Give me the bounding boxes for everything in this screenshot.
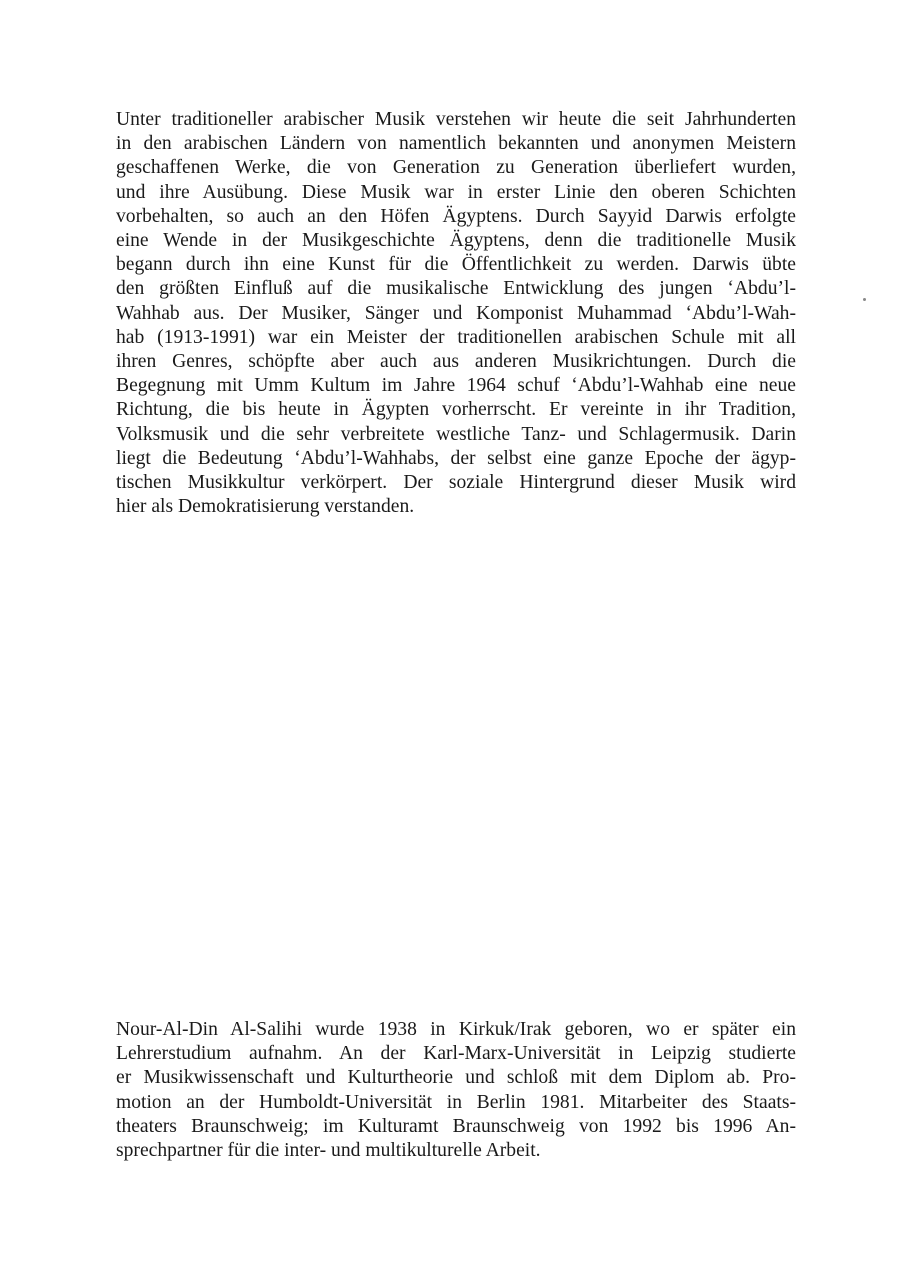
text-line: hab (1913-1991) war ein Meister der traditionellen arabischen Schule mit all <box>116 326 796 348</box>
main-text-paragraph <box>116 108 796 519</box>
text-line: den größten Einfluß auf die musikalische Entwicklung des jungen ‘Abdu’l- <box>116 278 796 300</box>
text-line: motion an der Humboldt-Universität in Berlin 1981. Mitarbeiter des Staats- <box>116 1091 796 1113</box>
author-bio-paragraph <box>116 1018 796 1163</box>
scan-speck <box>863 298 866 301</box>
text-line: liegt die Bedeutung ‘Abdu’l-Wahhabs, der selbst eine ganze Epoche der ägyp- <box>116 447 796 469</box>
text-line: Unter traditioneller arabischer Musik verstehen wir heute die seit Jahrhunderten <box>116 109 796 130</box>
text-line: Nour-Al-Din Al-Salihi wurde 1938 in Kirkuk/Irak geboren, wo er später ein <box>116 1019 796 1040</box>
text-line: in den arabischen Ländern von namentlich bekannten und anonymen Meistern <box>116 133 796 155</box>
text-line: geschaffenen Werke, die von Generation zu Generation überliefert wurden, <box>116 157 796 179</box>
text-line: Volksmusik und die sehr verbreitete westliche Tanz- und Schlagermusik. Darin <box>116 423 796 445</box>
text-line: er Musikwissenschaft und Kulturtheorie und schloß mit dem Diplom ab. Pro- <box>116 1067 796 1089</box>
text-line: tischen Musikkultur verkörpert. Der soziale Hintergrund dieser Musik wird <box>116 472 796 494</box>
text-line: und ihre Ausübung. Diese Musik war in erster Linie den oberen Schichten <box>116 181 796 203</box>
text-line: theaters Braunschweig; im Kulturamt Braunschweig von 1992 bis 1996 An- <box>116 1115 796 1137</box>
text-line: Wahhab aus. Der Musiker, Sänger und Komponist Muhammad ‘Abdu’l-Wah- <box>116 302 796 324</box>
text-line: Begegnung mit Umm Kultum im Jahre 1964 schuf ‘Abdu’l-Wahhab eine neue <box>116 375 796 397</box>
text-line: hier als Demokratisierung verstanden. <box>116 496 415 518</box>
text-line: Lehrerstudium aufnahm. An der Karl-Marx-Universität in Leipzig studierte <box>116 1043 796 1065</box>
text-line: ihren Genres, schöpfte aber auch aus anderen Musikrichtungen. Durch die <box>116 351 796 373</box>
text-line: Richtung, die bis heute in Ägypten vorherrscht. Er vereinte in ihr Tradition, <box>116 399 796 421</box>
text-line: sprechpartner für die inter- und multikulturelle Arbeit. <box>116 1140 541 1162</box>
text-line: begann durch ihn eine Kunst für die Öffentlichkeit zu werden. Darwis übte <box>116 254 796 276</box>
text-line: vorbehalten, so auch an den Höfen Ägyptens. Durch Sayyid Darwis erfolgte <box>116 205 796 227</box>
text-line: eine Wende in der Musikgeschichte Ägyptens, denn die traditionelle Musik <box>116 230 796 252</box>
